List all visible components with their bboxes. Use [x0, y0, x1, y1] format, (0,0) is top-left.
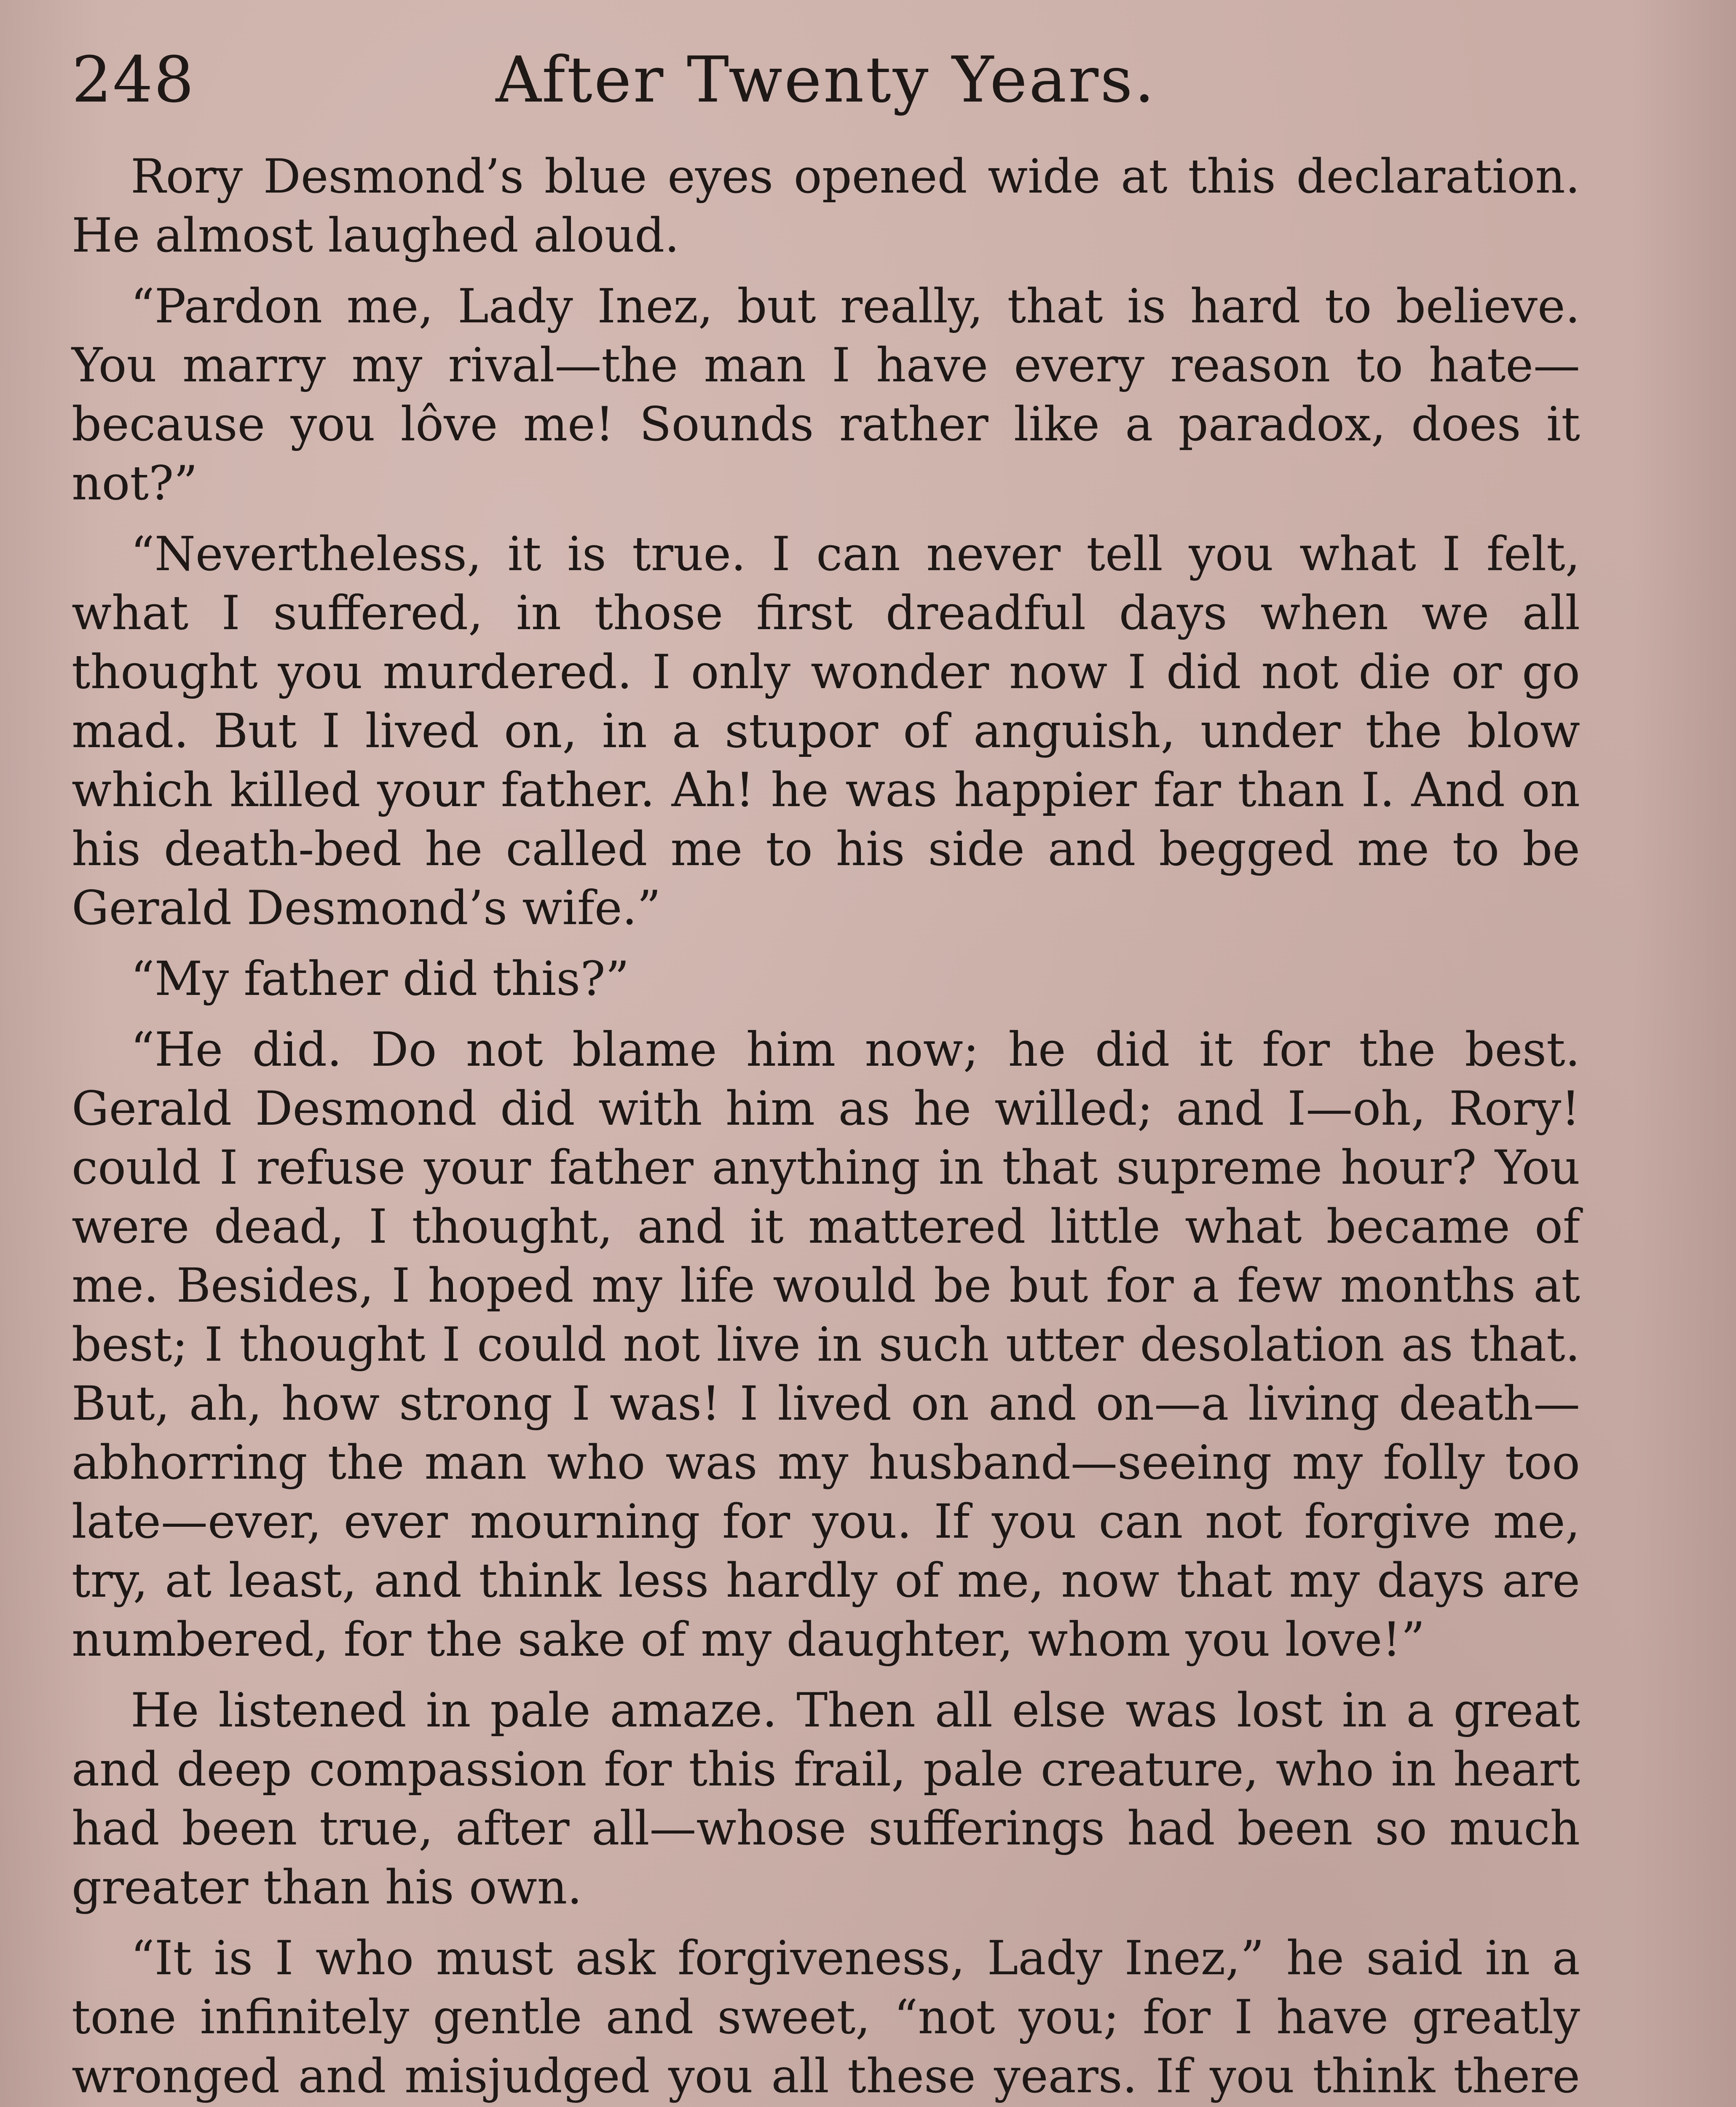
page-number: 248: [72, 43, 195, 117]
paragraph-3: “Nevertheless, it is true. I can never tell you what I felt, what I suffered, in those first dreadful days when we all thought you murdered. I only wonder now I did not die or go mad. But I lived on, in a stupor of anguish, under the blow which killed your father. Ah! he was happier far than I. And on his death-bed he called me to his side and begged me to be Gerald Desmond’s wife.”: [72, 527, 1580, 936]
paragraph-5: “He did. Do not blame him now; he did it for the best. Gerald Desmond did with him as he willed; and I—oh, Rory! could I refuse your father anything in that supreme hour? You were dead, I thought, and it mattered little what became of me. Besides, I hoped my life would be but for a few months at best; I thought I could not live in such utter desolation as that. But, ah, how strong I was! I lived on and on—a living death—abhorring the man who was my husband—seeing my folly too late—ever, ever mourning for you. If you can not forgive me, try, at least, and think less hardly of me, now that my days are numbered, for the sake of my daughter, whom you love!”: [72, 1023, 1580, 1667]
page-header: [72, 29, 1580, 131]
paragraph-2: “Pardon me, Lady Inez, but really, that is hard to believe. You marry my rival—the man I have every reason to hate—because you lôve me! Sounds rather like a paradox, does it not?”: [72, 279, 1580, 511]
paragraph-4: “My father did this?”: [131, 952, 630, 1006]
body-text: [72, 147, 1580, 2107]
paragraph-1: Rory Desmond’s blue eyes opened wide at this declaration. He almost laughed aloud.: [72, 150, 1580, 263]
running-title: After Twenty Years.: [496, 43, 1156, 117]
paragraph-7: “It is I who must ask forgiveness, Lady Inez,” he said in a tone infinitely gentle and sweet, “not you; for I have greatly wronged and misjudged you all these years. If you think there: [72, 1931, 1580, 2104]
paragraph-6: He listened in pale amaze. Then all else was lost in a great and deep compassion for this frail, pale creature, who in heart had been true, after all—whose sufferings had been so much greater than his own.: [72, 1683, 1580, 1915]
